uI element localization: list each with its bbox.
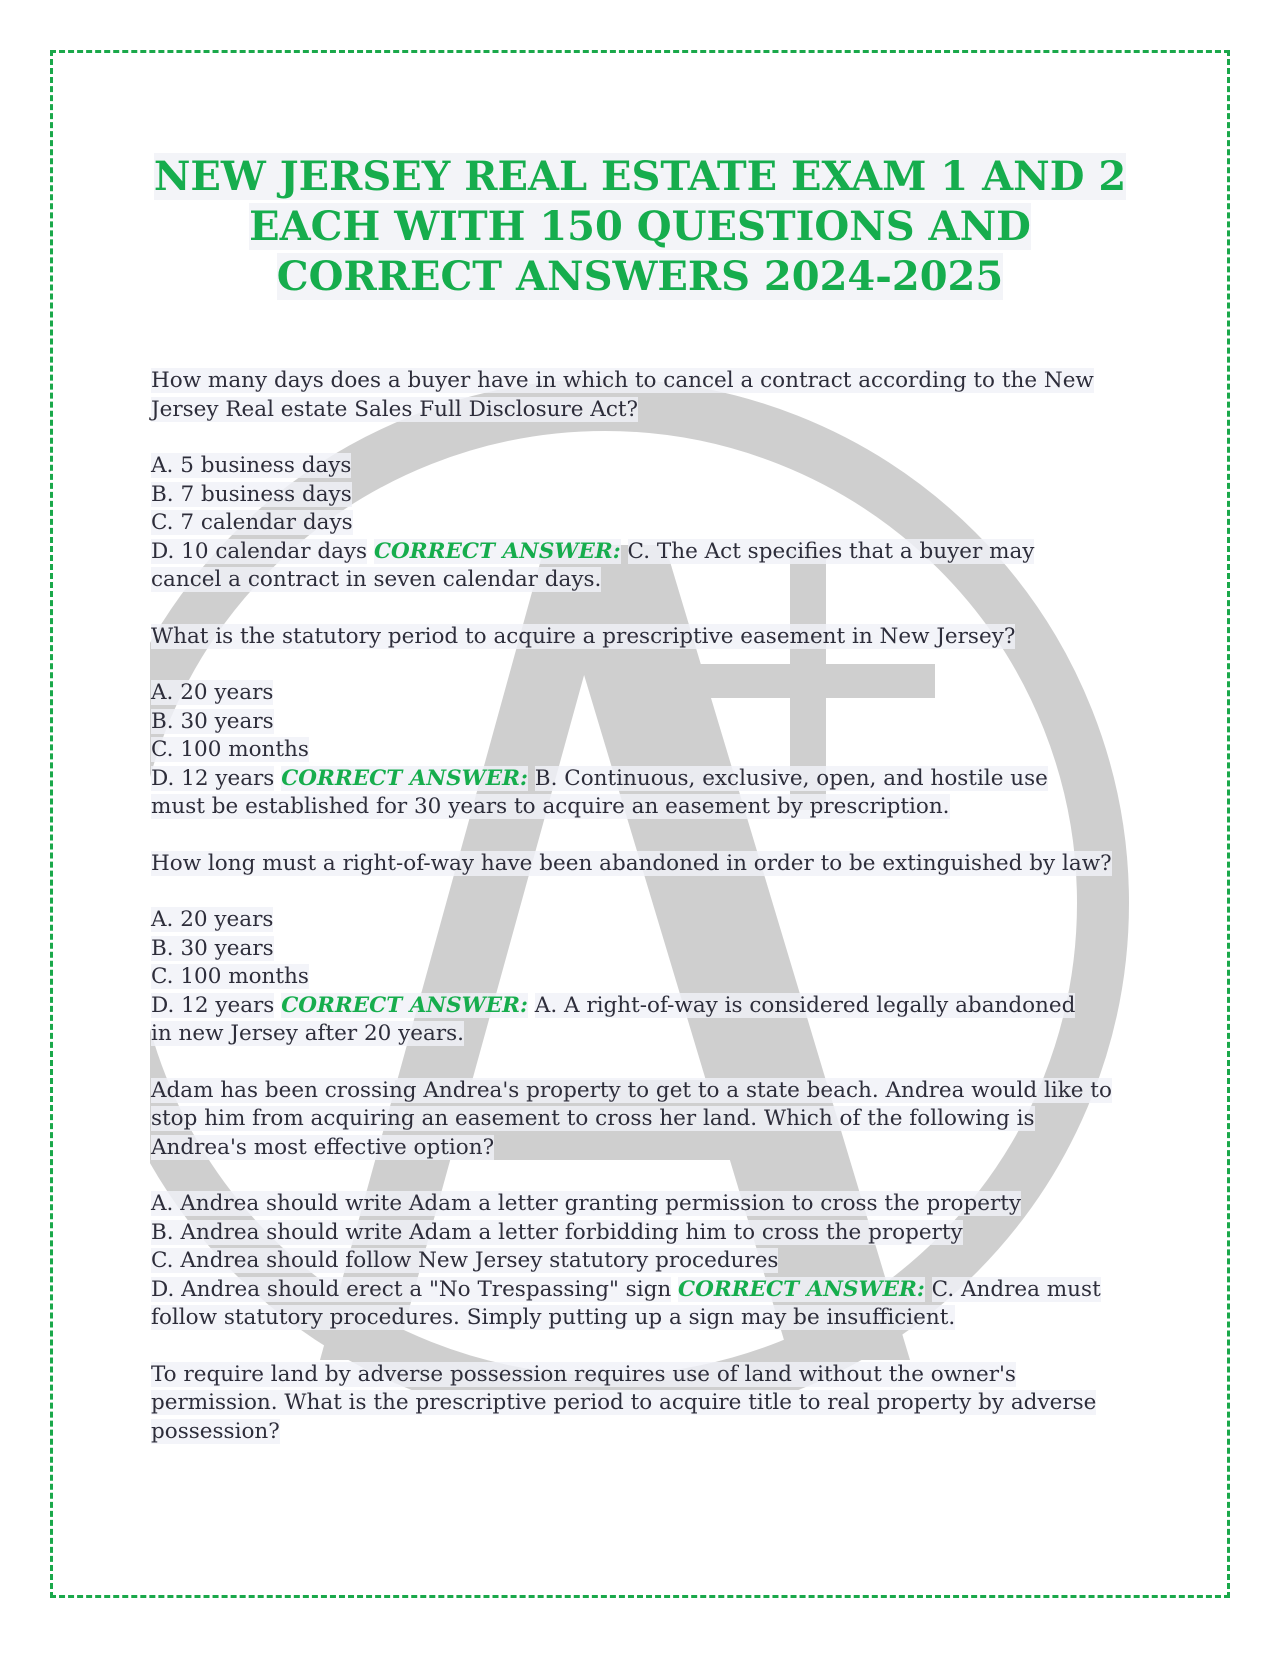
question-line-text: To require land by adverse possession requires use of land without the owner's — [151, 1361, 1016, 1387]
answer-option-last — [151, 992, 1141, 1021]
answer-option-text: B. 30 years — [151, 935, 274, 961]
answer-option — [151, 736, 1141, 765]
correct-answer-label: CORRECT ANSWER: — [281, 765, 528, 791]
question-text — [151, 850, 1141, 879]
answer-option — [151, 679, 1141, 708]
answer-option-last — [151, 765, 1141, 794]
answer-explanation: A. A right-of-way is considered legally abandoned — [534, 992, 1076, 1018]
document-title — [150, 152, 1130, 302]
answer-explanation: must be established for 30 years to acquire an easement by prescription. — [151, 794, 950, 819]
question-block — [151, 623, 1141, 822]
answer-option-text: C. 100 months — [151, 737, 309, 762]
correct-answer-label: CORRECT ANSWER: — [281, 992, 528, 1018]
answer-explanation: follow statutory procedures. Simply putting up a sign may be insufficient. — [151, 1305, 956, 1330]
question-block — [151, 1361, 1141, 1447]
question-line-text: What is the statutory period to acquire a prescriptive easement in New Jersey? — [151, 623, 1016, 649]
answer-option — [151, 963, 1141, 992]
answer-option-last — [151, 538, 1141, 567]
answer-explanation: C. The Act specifies that a buyer may — [627, 538, 1035, 564]
question-line-text: Adam has been crossing Andrea's property to get to a state beach. Andrea would like to — [151, 1077, 1112, 1103]
answer-option — [151, 708, 1141, 737]
answer-option — [151, 1247, 1141, 1276]
question-line-text: stop him from acquiring an easement to cross her land. Which of the following is — [151, 1106, 1035, 1131]
answer-option-text: A. 20 years — [151, 907, 274, 932]
question-line — [151, 850, 1141, 879]
title-line: EACH WITH 150 QUESTIONS AND — [249, 203, 1031, 250]
title-line: NEW JERSEY REAL ESTATE EXAM 1 AND 2 — [153, 153, 1127, 200]
answer-option-text: B. 30 years — [151, 708, 274, 734]
question-line — [151, 1134, 1141, 1163]
answer-option-last — [151, 1276, 1141, 1305]
question-line-text: possession? — [151, 1418, 280, 1444]
answer-explanation: B. Continuous, exclusive, open, and hostile use — [534, 765, 1048, 791]
answer-option — [151, 935, 1141, 964]
answer-option-text: C. 7 calendar days — [151, 510, 353, 535]
answer-option — [151, 481, 1141, 510]
answer-option-text: B. 7 business days — [151, 481, 352, 507]
question-text — [151, 1361, 1141, 1447]
answer-option-text: A. Andrea should write Adam a letter granting permission to cross the property — [151, 1191, 1022, 1216]
question-line — [151, 623, 1141, 652]
answer-explanation-line — [151, 793, 1141, 822]
question-line — [151, 396, 1141, 425]
question-line-text: How long must a right-of-way have been abandoned in order to be extinguished by law? — [151, 850, 1112, 876]
question-line — [151, 367, 1141, 396]
question-block — [151, 850, 1141, 1049]
questions-content — [151, 367, 1141, 1474]
title-line: CORRECT ANSWERS 2024-2025 — [276, 253, 1004, 300]
answer-option-text: A. 5 business days — [151, 453, 352, 478]
answer-option-text: A. 20 years — [151, 680, 274, 705]
question-line — [151, 1361, 1141, 1390]
answer-option — [151, 1219, 1141, 1248]
answer-option — [151, 1190, 1141, 1219]
answer-explanation-line — [151, 1304, 1141, 1333]
answer-option — [151, 906, 1141, 935]
answer-explanation-line — [151, 566, 1141, 595]
correct-answer-label: CORRECT ANSWER: — [373, 538, 621, 564]
answer-explanation: in new Jersey after 20 years. — [151, 1021, 464, 1046]
question-text — [151, 1077, 1141, 1163]
question-line-text: Jersey Real estate Sales Full Disclosure Act? — [151, 396, 639, 422]
answer-option — [151, 509, 1141, 538]
answer-option-text: C. Andrea should follow New Jersey statutory procedures — [151, 1248, 779, 1273]
question-line — [151, 1077, 1141, 1106]
question-text — [151, 367, 1141, 424]
answer-option-text: D. 10 calendar days — [151, 538, 368, 564]
answer-option-text: D. Andrea should erect a "No Trespassing" sign — [151, 1276, 672, 1302]
answer-option — [151, 452, 1141, 481]
correct-answer-label: CORRECT ANSWER: — [678, 1276, 925, 1302]
question-line-text: permission. What is the prescriptive period to acquire title to real property by adverse — [151, 1390, 1097, 1415]
answer-option-text: C. 100 months — [151, 964, 309, 989]
question-line-text: Andrea's most effective option? — [151, 1134, 495, 1160]
question-line — [151, 1418, 1141, 1447]
question-block — [151, 1077, 1141, 1333]
answer-explanation: cancel a contract in seven calendar days. — [151, 567, 602, 592]
question-line — [151, 1389, 1141, 1418]
answer-option-text: D. 12 years — [151, 992, 275, 1018]
question-line-text: How many days does a buyer have in which to cancel a contract according to the New — [151, 368, 1094, 393]
answer-option-text: D. 12 years — [151, 765, 275, 791]
question-text — [151, 623, 1141, 652]
question-block — [151, 367, 1141, 595]
question-line — [151, 1105, 1141, 1134]
answer-explanation: C. Andrea must — [931, 1276, 1101, 1302]
answer-option-text: B. Andrea should write Adam a letter forbidding him to cross the property — [151, 1219, 963, 1245]
answer-explanation-line — [151, 1020, 1141, 1049]
